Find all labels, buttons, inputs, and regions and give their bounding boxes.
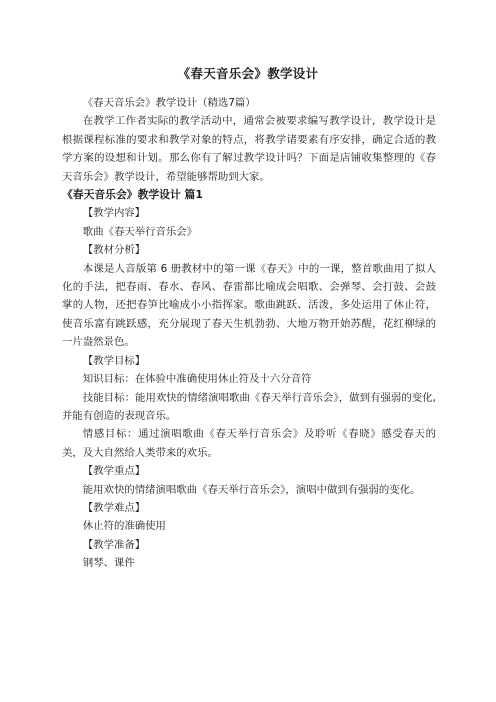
emotion-goal-paragraph: 情感目标：通过演唱歌曲《春天举行音乐会》及聆听《春晓》感受春天的美，及大自然给人类带来的欢乐。 [62,428,436,459]
document-body [62,94,436,573]
subtitle-paragraph: 《春天音乐会》教学设计（精选7篇） [82,97,256,109]
page-title: 《春天音乐会》教学设计 [177,66,319,81]
key-points-paragraph: 能用欢快的情绪演唱歌曲《春天举行音乐会》，演唱中做到有强弱的变化。 [82,483,421,496]
label-teaching-goals: 【教学目标】 [82,354,146,367]
difficulty-paragraph: 休止符的准确使用 [82,520,166,533]
label-material-analysis: 【教材分析】 [82,244,146,257]
label-teaching-key-points: 【教学重点】 [82,465,146,478]
skill-goal-paragraph: 技能目标：能用欢快的情绪演唱歌曲《春天举行音乐会》，做到有强弱的变化,并能有创造的表现音乐。 [62,391,436,422]
preparation-paragraph: 钢琴、课件 [82,557,135,570]
label-teaching-preparation: 【教学准备】 [82,538,146,551]
knowledge-goal-paragraph: 知识目标：在体验中准确使用休止符及十六分音符 [82,373,312,386]
label-teaching-difficulty: 【教学难点】 [82,501,146,514]
label-teaching-content: 【教学内容】 [82,207,146,220]
intro-paragraph: 在教学工作者实际的教学活动中，通常会被要求编写教学设计，教学设计是根据课程标准的要求和教学对象的特点，将教学诸要素有序安排，确定合适的教学方案的设想和计划。那么你有了解过教学设计吗？下面是店铺收集整理的《春天音乐会》教学设计，希望能够帮助到大家。 [62,115,436,183]
material-analysis-paragraph: 本课是人音版第 6 册教材中的第一课《春天》中的一课，整首歌曲用了拟人化的手法，把春雨、春水、春风、春雷都比喻成会唱歌、会弹琴、会打鼓、会鼓掌的人物，还把春笋比喻成小小指挥家。歌曲跳跃、活泼，多处运用了休止符，使音乐富有跳跃感，充分展现了春天生机勃勃、大地万物开始苏醒，花红柳绿的一片盎然景色。 [62,262,436,349]
song-title-paragraph: 歌曲《春天举行音乐会》 [82,225,198,238]
section-heading: 《春天音乐会》教学设计 篇1 [62,188,203,202]
